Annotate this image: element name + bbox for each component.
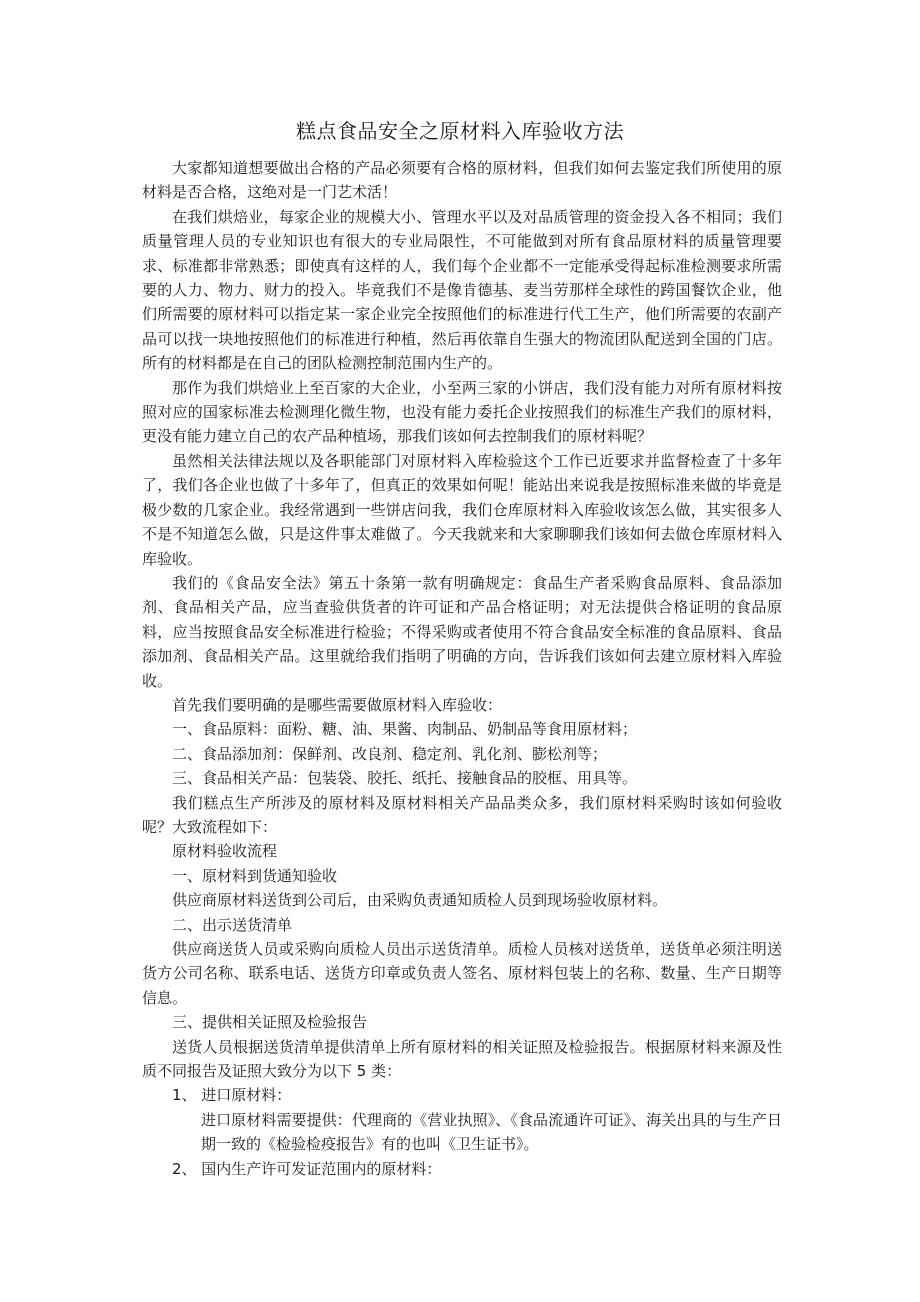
- step-text-certificates: 送货人员根据送货清单提供清单上所有原材料的相关证照及检验报告。根据原材料来源及性质不同报告及证照大致分为以下 5 类：: [142, 1037, 782, 1081]
- paragraph-industry-context: 在我们烘焙业，每家企业的规模大小、管理水平以及对品质管理的资金投入各不相同；我们质量管理人员的专业知识也有很大的专业局限性，不可能做到对所有食品原材料的质量管理要求、标准都非常熟悉；即使真有这样的人，我们每个企业都不一定能承受得起标准检测要求所需要的人力、物力、财力的投入。毕竟我们不是像肯德基、麦当劳那样全球性的跨国餐饮企业，他们所需要的原材料可以指定某一家企业完全按照他们的标准进行代工生产，他们所需要的农副产品可以找一块地按照他们的标准进行种植，然后再依靠自生强大的物流团队配送到全国的门店。所有的材料都是在自己的团队检测控制范围内生产的。: [142, 207, 782, 373]
- document-body: [142, 156, 782, 1181]
- sub-item-imported-materials-detail: 进口原材料需要提供：代理商的《营业执照》、《食品流通许可证》、海关出具的与生产日期一致的《检验检疫报告》有的也叫《卫生证书》。: [201, 1110, 782, 1154]
- paragraph-process-intro: 我们糕点生产所涉及的原材料及原材料相关产品品类众多，我们原材料采购时该如何验收呢？大致流程如下：: [142, 793, 782, 836]
- list-item-food-related-products: 三、食品相关产品：包装袋、胶托、纸托、接触食品的胶框、用具等。: [172, 769, 638, 788]
- list-item-food-additives: 二、食品添加剂：保鲜剂、改良剂、稳定剂、乳化剂、膨松剂等；: [172, 744, 608, 763]
- section-heading-process: 原材料验收流程: [172, 842, 278, 861]
- step-heading-arrival-notice: 一、原材料到货通知验收: [172, 866, 338, 885]
- paragraph-intro: 大家都知道想要做出合格的产品必须要有合格的原材料，但我们如何去鉴定我们所使用的原材料是否合格，这绝对是一门艺术活！: [142, 159, 782, 202]
- sub-item-domestic-licensed-materials: 2、 国内生产许可发证范围内的原材料：: [172, 1159, 442, 1178]
- paragraph-regulation-history: 虽然相关法律法规以及各职能部门对原材料入库检验这个工作已近要求并监督检查了十多年了，我们各企业也做了十多年了，但真正的效果如何呢！能站出来说我是按照标准来做的毕竟是极少数的几家企业。我经常遇到一些饼店问我，我们仓库原材料入库验收该怎么做，其实很多人不是不知道怎么做，只是这件事太难做了。今天我就来和大家聊聊我们该如何去做仓库原材料入库验收。: [142, 451, 782, 568]
- sub-item-imported-materials: 1、 进口原材料：: [172, 1086, 292, 1105]
- document-title: 糕点食品安全之原材料入库验收方法: [296, 119, 624, 143]
- step-text-delivery-list: 供应商送货人员或采购向质检人员出示送货清单。质检人员核对送货单，送货单必须注明送货方公司名称、联系电话、送货方印章或负责人签名、原材料包装上的名称、数量、生产日期等信息。: [142, 940, 782, 1007]
- list-item-food-materials: 一、食品原料：面粉、糖、油、果酱、肉制品、奶制品等食用原材料；: [172, 720, 638, 739]
- step-heading-certificates: 三、提供相关证照及检验报告: [172, 1013, 368, 1032]
- paragraph-capability-limits: 那作为我们烘焙业上至百家的大企业，小至两三家的小饼店，我们没有能力对所有原材料按照对应的国家标准去检测理化微生物，也没有能力委托企业按照我们的标准生产我们的原材料，更没有能力建立自己的农产品种植场，那我们该如何去控制我们的原材料呢？: [142, 378, 782, 446]
- step-heading-delivery-list: 二、出示送货清单: [172, 915, 293, 934]
- paragraph-food-safety-law: 我们的《食品安全法》第五十条第一款有明确规定：食品生产者采购食品原料、食品添加剂、食品相关产品，应当查验供货者的许可证和产品合格证明；对无法提供合格证明的食品原料，应当按照食品安全标准进行检验；不得采购或者使用不符合食品安全标准的食品原料、食品添加剂、食品相关产品。这里就给我们指明了明确的方向，告诉我们该如何去建立原材料入库验收。: [142, 573, 782, 690]
- step-text-arrival-notice: 供应商原材料送货到公司后，由采购负责通知质检人员到现场验收原材料。: [172, 891, 668, 910]
- paragraph-scope-intro: 首先我们要明确的是哪些需要做原材料入库验收：: [172, 695, 503, 714]
